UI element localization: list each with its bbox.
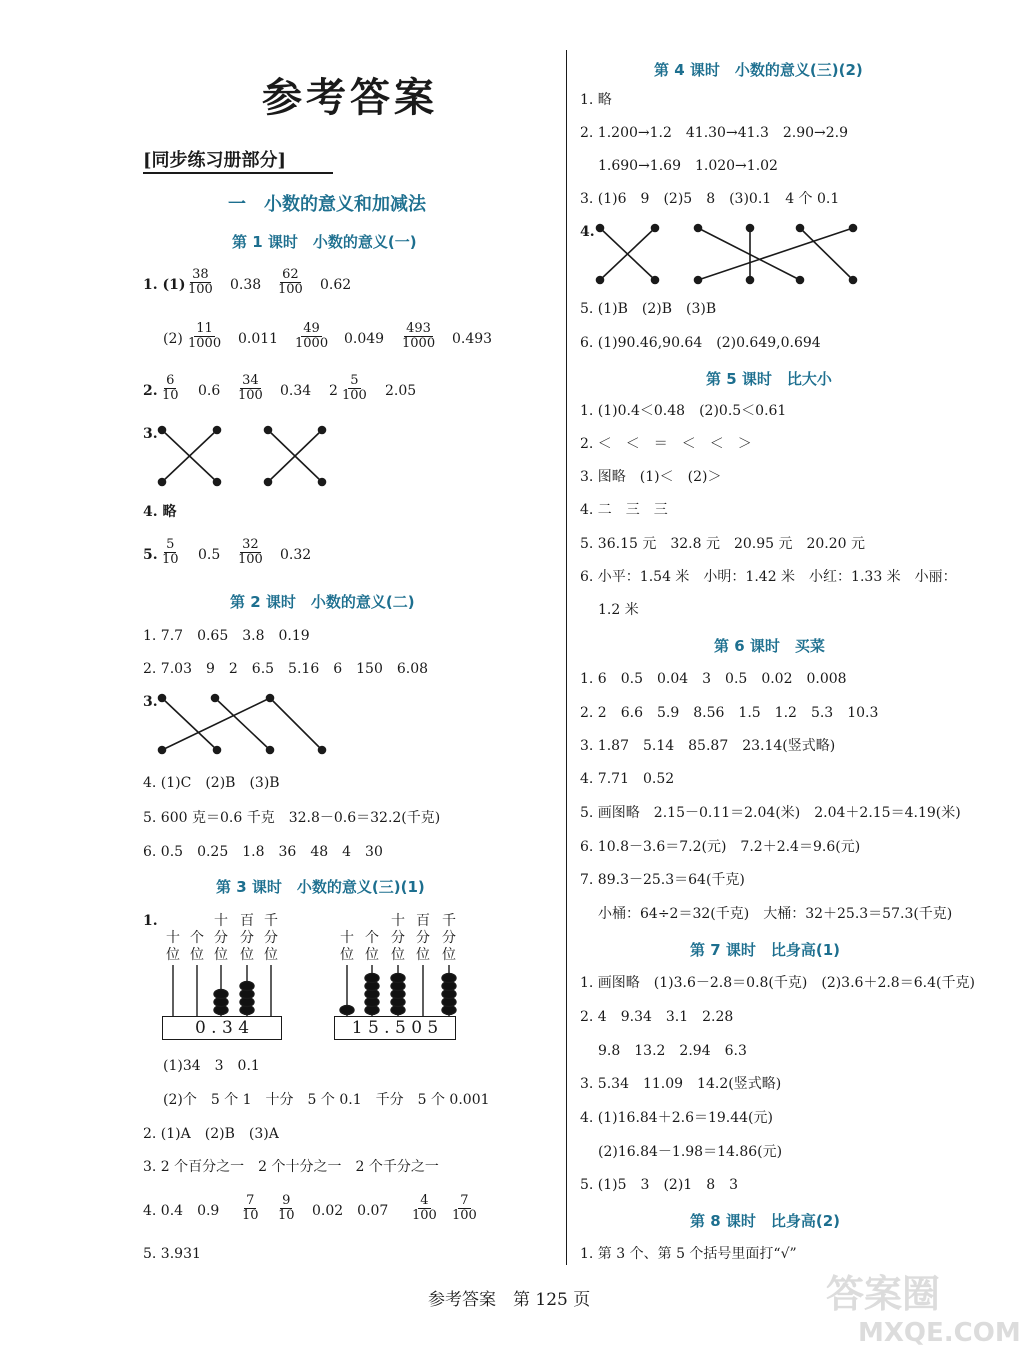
fraction: 11 1000 bbox=[188, 321, 222, 351]
answer-value: 0.38 bbox=[230, 277, 262, 293]
l1-q4-line: 4. 略 bbox=[143, 504, 177, 520]
l2-line: 4. (1)C (2)B (3)B bbox=[143, 775, 280, 791]
l3-line: 5. 3.931 bbox=[143, 1246, 201, 1262]
l4-line: 6. (1)90.46,90.64 (2)0.649,0.694 bbox=[580, 335, 821, 351]
place-label: 十位 bbox=[166, 930, 180, 963]
place-label: 百分位 bbox=[240, 913, 254, 963]
abacus-2 bbox=[340, 965, 456, 1016]
lesson-5-heading: 第 5 课时 比大小 bbox=[706, 370, 832, 388]
l6-line: 6. 10.8－3.6＝7.2(元) 7.2＋2.4＝9.6(元) bbox=[580, 839, 861, 855]
l1-q3-label: 3. bbox=[143, 426, 158, 442]
place-label: 千分位 bbox=[442, 913, 456, 963]
place-label: 十分位 bbox=[391, 913, 405, 963]
section-label: [同步练习册部分] bbox=[143, 150, 287, 171]
mixed-whole: 2 bbox=[329, 383, 338, 399]
l6-line: 小桶：64÷2＝32(千克) 大桶：32＋25.3＝57.3(千克) bbox=[598, 906, 953, 922]
fraction: 6 10 bbox=[162, 373, 179, 403]
fraction: 32 100 bbox=[238, 537, 263, 567]
answer-value: 0.493 bbox=[452, 331, 493, 347]
l7-line: 2. 4 9.34 3.1 2.28 bbox=[580, 1009, 734, 1025]
fraction: 5 10 bbox=[162, 537, 179, 567]
l8-line: 1. 第 3 个、第 5 个括号里面打“√” bbox=[580, 1246, 797, 1262]
place-label: 个位 bbox=[190, 930, 204, 963]
place-label: 千分位 bbox=[264, 913, 278, 963]
l6-line: 3. 1.87 5.14 85.87 23.14(竖式略) bbox=[580, 738, 836, 754]
l2-line: 2. 7.03 9 2 6.5 5.16 6 150 6.08 bbox=[143, 661, 429, 677]
fraction: 49 1000 bbox=[295, 321, 329, 351]
l7-line: 9.8 13.2 2.94 6.3 bbox=[598, 1043, 747, 1059]
answer-value: 0.62 bbox=[320, 277, 352, 293]
abacus-value-box: 1 5 . 5 0 5 bbox=[334, 1016, 456, 1040]
l1-q1-label: 1. (1) bbox=[143, 277, 186, 293]
fraction: 34 100 bbox=[238, 373, 263, 403]
l5-line: 1. (1)0.4＜0.48 (2)0.5＜0.61 bbox=[580, 403, 787, 419]
unit-title: 一 小数的意义和加减法 bbox=[228, 194, 426, 215]
l3-line: (2)个 5 个 1 十分 5 个 0.1 千分 5 个 0.001 bbox=[163, 1092, 490, 1108]
l4-line: 3. (1)6 9 (2)5 8 (3)0.1 4 个 0.1 bbox=[580, 191, 840, 207]
lesson-8-heading: 第 8 课时 比身高(2) bbox=[690, 1212, 841, 1230]
l3-q4-label: 4. 0.4 0.9 bbox=[143, 1203, 220, 1219]
l7-line: 1. 画图略 (1)3.6－2.8＝0.8(千克) (2)3.6＋2.8＝6.4(千克) bbox=[580, 975, 975, 991]
l3-q1-label: 1. bbox=[143, 913, 158, 929]
l5-line: 3. 图略 (1)＜ (2)＞ bbox=[580, 469, 722, 485]
l6-line: 4. 7.71 0.52 bbox=[580, 771, 675, 787]
l6-line: 2. 2 6.6 5.9 8.56 1.5 1.2 5.3 10.3 bbox=[580, 705, 879, 721]
answer-value: 0.049 bbox=[344, 331, 385, 347]
answer-value: 2.05 bbox=[385, 383, 417, 399]
l5-line: 4. 二 三 三 bbox=[580, 502, 668, 518]
fraction: 38 100 bbox=[188, 267, 213, 297]
place-label: 十分位 bbox=[214, 913, 228, 963]
l7-line: 4. (1)16.84＋2.6＝19.44(元) bbox=[580, 1110, 773, 1126]
l2-line: 6. 0.5 0.25 1.8 36 48 4 30 bbox=[143, 844, 383, 860]
lesson-2-heading: 第 2 课时 小数的意义(二) bbox=[230, 593, 415, 611]
l3-line: (1)34 3 0.1 bbox=[163, 1058, 260, 1074]
answer-value: 0.32 bbox=[280, 547, 312, 563]
l6-line: 5. 画图略 2.15－0.11＝2.04(米) 2.04＋2.15＝4.19(米) bbox=[580, 805, 961, 821]
answer-value: 0.6 bbox=[198, 383, 221, 399]
l3-line: 2. (1)A (2)B (3)A bbox=[143, 1126, 279, 1142]
fraction: 7 10 bbox=[242, 1193, 259, 1223]
l4-line: 1.690→1.69 1.020→1.02 bbox=[598, 158, 778, 174]
fraction: 4 100 bbox=[412, 1193, 437, 1223]
l7-line: 5. (1)5 3 (2)1 8 3 bbox=[580, 1177, 739, 1193]
page-title: 参考答案 bbox=[262, 74, 438, 121]
l1-q5-label: 5. bbox=[143, 547, 158, 563]
l4-line: 2. 1.200→1.2 41.30→41.3 2.90→2.9 bbox=[580, 125, 849, 141]
watermark-logo: 答案圈 bbox=[826, 1272, 941, 1316]
l6-line: 7. 89.3－25.3＝64(千克) bbox=[580, 872, 745, 888]
l1-q3-matching-figure bbox=[159, 427, 326, 486]
l2-line: 5. 600 克＝0.6 千克 32.8－0.6＝32.2(千克) bbox=[143, 810, 441, 826]
abacus-1 bbox=[173, 965, 271, 1016]
answer-value: 0.02 0.07 bbox=[312, 1203, 389, 1219]
answer-value: 0.34 bbox=[280, 383, 312, 399]
l5-line: 1.2 米 bbox=[598, 602, 639, 618]
l1-q2-label: 2. bbox=[143, 383, 158, 399]
lesson-4-heading: 第 4 课时 小数的意义(三)(2) bbox=[654, 61, 863, 79]
lesson-1-heading: 第 1 课时 小数的意义(一) bbox=[232, 233, 417, 251]
l4-line: 1. 略 bbox=[580, 92, 612, 108]
answer-value: 0.5 bbox=[198, 547, 221, 563]
l4-q4-matching-figure bbox=[597, 225, 857, 284]
l2-q3-label: 3. bbox=[143, 694, 158, 710]
abacus-value-box: 0 . 3 4 bbox=[162, 1016, 282, 1040]
fraction: 62 100 bbox=[278, 267, 303, 297]
fraction: 493 1000 bbox=[402, 321, 436, 351]
l4-line: 5. (1)B (2)B (3)B bbox=[580, 301, 717, 317]
l4-q4-label: 4. bbox=[580, 224, 595, 240]
place-label: 百分位 bbox=[416, 913, 430, 963]
l7-line: (2)16.84－1.98＝14.86(元) bbox=[598, 1144, 783, 1160]
page-footer: 参考答案 第 125 页 bbox=[428, 1290, 591, 1310]
l6-line: 1. 6 0.5 0.04 3 0.5 0.02 0.008 bbox=[580, 671, 847, 687]
fraction: 7 100 bbox=[452, 1193, 477, 1223]
fraction: 9 10 bbox=[278, 1193, 295, 1223]
l7-line: 3. 5.34 11.09 14.2(竖式略) bbox=[580, 1076, 782, 1092]
l5-line: 6. 小平：1.54 米 小明：1.42 米 小红：1.33 米 小丽： bbox=[580, 569, 957, 585]
lesson-7-heading: 第 7 课时 比身高(1) bbox=[690, 941, 841, 959]
fraction: 5 100 bbox=[342, 373, 367, 403]
l5-line: 2. ＜ ＜ ＝ ＜ ＜ ＞ bbox=[580, 436, 752, 452]
answer-value: 0.011 bbox=[238, 331, 279, 347]
watermark-url: MXQE.COM bbox=[858, 1318, 1021, 1348]
l5-line: 5. 36.15 元 32.8 元 20.95 元 20.20 元 bbox=[580, 536, 866, 552]
place-label: 十位 bbox=[340, 930, 354, 963]
place-label: 个位 bbox=[365, 930, 379, 963]
lesson-3-heading: 第 3 课时 小数的意义(三)(1) bbox=[216, 878, 425, 896]
lesson-6-heading: 第 6 课时 买菜 bbox=[714, 637, 825, 655]
l2-line: 1. 7.7 0.65 3.8 0.19 bbox=[143, 628, 310, 644]
l2-q3-matching-figure bbox=[159, 695, 326, 754]
l1-q1-sub2: (2) bbox=[163, 331, 183, 347]
l3-line: 3. 2 个百分之一 2 个十分之一 2 个千分之一 bbox=[143, 1159, 439, 1175]
